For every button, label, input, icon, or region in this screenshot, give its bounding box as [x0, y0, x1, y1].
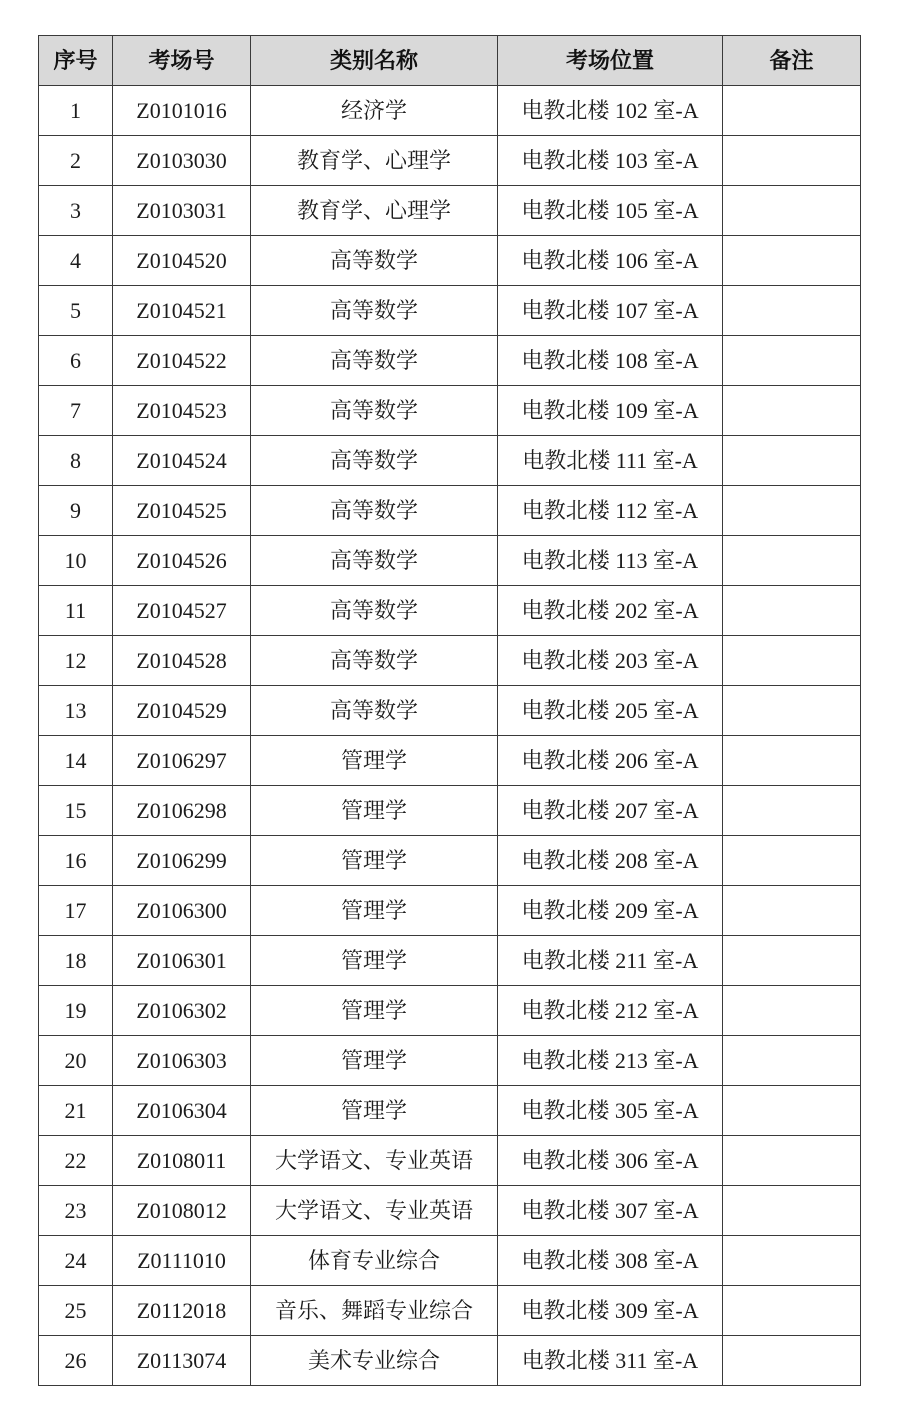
exam-location-cell: 电教北楼 202 室-A [498, 586, 723, 636]
table-row [39, 1236, 861, 1286]
category-name-cell: 体育专业综合 [251, 1236, 498, 1286]
exam-location-cell: 电教北楼 307 室-A [498, 1186, 723, 1236]
remarks-cell [723, 986, 861, 1036]
row-number-cell: 12 [39, 636, 113, 686]
table-row [39, 186, 861, 236]
remarks-cell [723, 1186, 861, 1236]
row-number-cell: 26 [39, 1336, 113, 1386]
table-header [39, 36, 861, 86]
row-number-cell: 14 [39, 736, 113, 786]
exam-room-code-cell: Z0103031 [113, 186, 251, 236]
header-row-number: 序号 [39, 36, 113, 86]
exam-room-code-cell: Z0104529 [113, 686, 251, 736]
category-name-cell: 管理学 [251, 786, 498, 836]
table-row [39, 1336, 861, 1386]
exam-room-code-cell: Z0108011 [113, 1136, 251, 1186]
table-row [39, 1286, 861, 1336]
exam-room-code-cell: Z0103030 [113, 136, 251, 186]
row-number-cell: 25 [39, 1286, 113, 1336]
exam-location-cell: 电教北楼 203 室-A [498, 636, 723, 686]
table-row [39, 386, 861, 436]
category-name-cell: 高等数学 [251, 436, 498, 486]
table-row [39, 286, 861, 336]
row-number-cell: 13 [39, 686, 113, 736]
remarks-cell [723, 286, 861, 336]
table-row [39, 686, 861, 736]
table-row [39, 936, 861, 986]
remarks-cell [723, 386, 861, 436]
exam-room-code-cell: Z0101016 [113, 86, 251, 136]
exam-location-cell: 电教北楼 212 室-A [498, 986, 723, 1036]
category-name-cell: 高等数学 [251, 236, 498, 286]
exam-room-code-cell: Z0106298 [113, 786, 251, 836]
row-number-cell: 20 [39, 1036, 113, 1086]
row-number-cell: 10 [39, 536, 113, 586]
exam-room-table [38, 35, 861, 1386]
category-name-cell: 经济学 [251, 86, 498, 136]
remarks-cell [723, 1036, 861, 1086]
table-row [39, 736, 861, 786]
category-name-cell: 教育学、心理学 [251, 186, 498, 236]
remarks-cell [723, 536, 861, 586]
category-name-cell: 教育学、心理学 [251, 136, 498, 186]
category-name-cell: 大学语文、专业英语 [251, 1186, 498, 1236]
exam-room-code-cell: Z0106299 [113, 836, 251, 886]
remarks-cell [723, 486, 861, 536]
table-row [39, 836, 861, 886]
category-name-cell: 高等数学 [251, 536, 498, 586]
row-number-cell: 15 [39, 786, 113, 836]
remarks-cell [723, 686, 861, 736]
remarks-cell [723, 1136, 861, 1186]
category-name-cell: 高等数学 [251, 686, 498, 736]
exam-room-code-cell: Z0104520 [113, 236, 251, 286]
remarks-cell [723, 1336, 861, 1386]
row-number-cell: 21 [39, 1086, 113, 1136]
row-number-cell: 4 [39, 236, 113, 286]
category-name-cell: 管理学 [251, 836, 498, 886]
exam-location-cell: 电教北楼 306 室-A [498, 1136, 723, 1186]
exam-location-cell: 电教北楼 102 室-A [498, 86, 723, 136]
category-name-cell: 音乐、舞蹈专业综合 [251, 1286, 498, 1336]
exam-location-cell: 电教北楼 205 室-A [498, 686, 723, 736]
header-category-name: 类别名称 [251, 36, 498, 86]
exam-location-cell: 电教北楼 207 室-A [498, 786, 723, 836]
exam-location-cell: 电教北楼 106 室-A [498, 236, 723, 286]
table-row [39, 786, 861, 836]
exam-room-code-cell: Z0106303 [113, 1036, 251, 1086]
table-row [39, 986, 861, 1036]
table-row [39, 486, 861, 536]
category-name-cell: 管理学 [251, 1086, 498, 1136]
table-row [39, 86, 861, 136]
header-exam-room-code: 考场号 [113, 36, 251, 86]
exam-location-cell: 电教北楼 105 室-A [498, 186, 723, 236]
exam-location-cell: 电教北楼 311 室-A [498, 1336, 723, 1386]
category-name-cell: 大学语文、专业英语 [251, 1136, 498, 1186]
row-number-cell: 11 [39, 586, 113, 636]
category-name-cell: 管理学 [251, 986, 498, 1036]
exam-room-code-cell: Z0106301 [113, 936, 251, 986]
header-exam-location: 考场位置 [498, 36, 723, 86]
row-number-cell: 9 [39, 486, 113, 536]
table-body [39, 86, 861, 1386]
remarks-cell [723, 236, 861, 286]
table-row [39, 536, 861, 586]
category-name-cell: 美术专业综合 [251, 1336, 498, 1386]
category-name-cell: 高等数学 [251, 486, 498, 536]
exam-room-code-cell: Z0104527 [113, 586, 251, 636]
exam-location-cell: 电教北楼 305 室-A [498, 1086, 723, 1136]
exam-location-cell: 电教北楼 309 室-A [498, 1286, 723, 1336]
remarks-cell [723, 1086, 861, 1136]
exam-room-code-cell: Z0104528 [113, 636, 251, 686]
exam-room-code-cell: Z0106300 [113, 886, 251, 936]
remarks-cell [723, 186, 861, 236]
row-number-cell: 3 [39, 186, 113, 236]
exam-room-code-cell: Z0104522 [113, 336, 251, 386]
header-row [39, 36, 861, 86]
exam-room-code-cell: Z0104524 [113, 436, 251, 486]
table-row [39, 236, 861, 286]
exam-room-code-cell: Z0106297 [113, 736, 251, 786]
remarks-cell [723, 736, 861, 786]
remarks-cell [723, 1286, 861, 1336]
exam-location-cell: 电教北楼 308 室-A [498, 1236, 723, 1286]
category-name-cell: 管理学 [251, 936, 498, 986]
exam-room-code-cell: Z0106302 [113, 986, 251, 1036]
remarks-cell [723, 786, 861, 836]
exam-location-cell: 电教北楼 107 室-A [498, 286, 723, 336]
table-row [39, 1136, 861, 1186]
category-name-cell: 高等数学 [251, 386, 498, 436]
row-number-cell: 23 [39, 1186, 113, 1236]
exam-room-code-cell: Z0113074 [113, 1336, 251, 1386]
table-row [39, 886, 861, 936]
table-row [39, 436, 861, 486]
remarks-cell [723, 1236, 861, 1286]
row-number-cell: 6 [39, 336, 113, 386]
exam-location-cell: 电教北楼 209 室-A [498, 886, 723, 936]
table-row [39, 136, 861, 186]
remarks-cell [723, 436, 861, 486]
row-number-cell: 19 [39, 986, 113, 1036]
category-name-cell: 高等数学 [251, 286, 498, 336]
exam-location-cell: 电教北楼 113 室-A [498, 536, 723, 586]
category-name-cell: 高等数学 [251, 636, 498, 686]
row-number-cell: 18 [39, 936, 113, 986]
category-name-cell: 高等数学 [251, 586, 498, 636]
table-row [39, 1036, 861, 1086]
exam-room-code-cell: Z0104523 [113, 386, 251, 436]
exam-location-cell: 电教北楼 112 室-A [498, 486, 723, 536]
exam-location-cell: 电教北楼 108 室-A [498, 336, 723, 386]
exam-location-cell: 电教北楼 213 室-A [498, 1036, 723, 1086]
exam-room-code-cell: Z0108012 [113, 1186, 251, 1236]
row-number-cell: 2 [39, 136, 113, 186]
category-name-cell: 高等数学 [251, 336, 498, 386]
exam-room-code-cell: Z0112018 [113, 1286, 251, 1336]
row-number-cell: 1 [39, 86, 113, 136]
row-number-cell: 17 [39, 886, 113, 936]
remarks-cell [723, 886, 861, 936]
exam-room-code-cell: Z0104526 [113, 536, 251, 586]
header-remarks: 备注 [723, 36, 861, 86]
table-row [39, 1086, 861, 1136]
remarks-cell [723, 136, 861, 186]
exam-location-cell: 电教北楼 211 室-A [498, 936, 723, 986]
exam-room-code-cell: Z0104525 [113, 486, 251, 536]
exam-location-cell: 电教北楼 111 室-A [498, 436, 723, 486]
table-row [39, 636, 861, 686]
exam-location-cell: 电教北楼 103 室-A [498, 136, 723, 186]
exam-location-cell: 电教北楼 109 室-A [498, 386, 723, 436]
row-number-cell: 5 [39, 286, 113, 336]
category-name-cell: 管理学 [251, 1036, 498, 1086]
row-number-cell: 7 [39, 386, 113, 436]
exam-room-code-cell: Z0104521 [113, 286, 251, 336]
category-name-cell: 管理学 [251, 886, 498, 936]
table-row [39, 336, 861, 386]
row-number-cell: 8 [39, 436, 113, 486]
row-number-cell: 16 [39, 836, 113, 886]
table-row [39, 586, 861, 636]
exam-room-code-cell: Z0106304 [113, 1086, 251, 1136]
remarks-cell [723, 836, 861, 886]
exam-location-cell: 电教北楼 206 室-A [498, 736, 723, 786]
table-row [39, 1186, 861, 1236]
remarks-cell [723, 336, 861, 386]
exam-room-code-cell: Z0111010 [113, 1236, 251, 1286]
category-name-cell: 管理学 [251, 736, 498, 786]
exam-location-cell: 电教北楼 208 室-A [498, 836, 723, 886]
remarks-cell [723, 86, 861, 136]
row-number-cell: 22 [39, 1136, 113, 1186]
remarks-cell [723, 636, 861, 686]
remarks-cell [723, 936, 861, 986]
row-number-cell: 24 [39, 1236, 113, 1286]
remarks-cell [723, 586, 861, 636]
